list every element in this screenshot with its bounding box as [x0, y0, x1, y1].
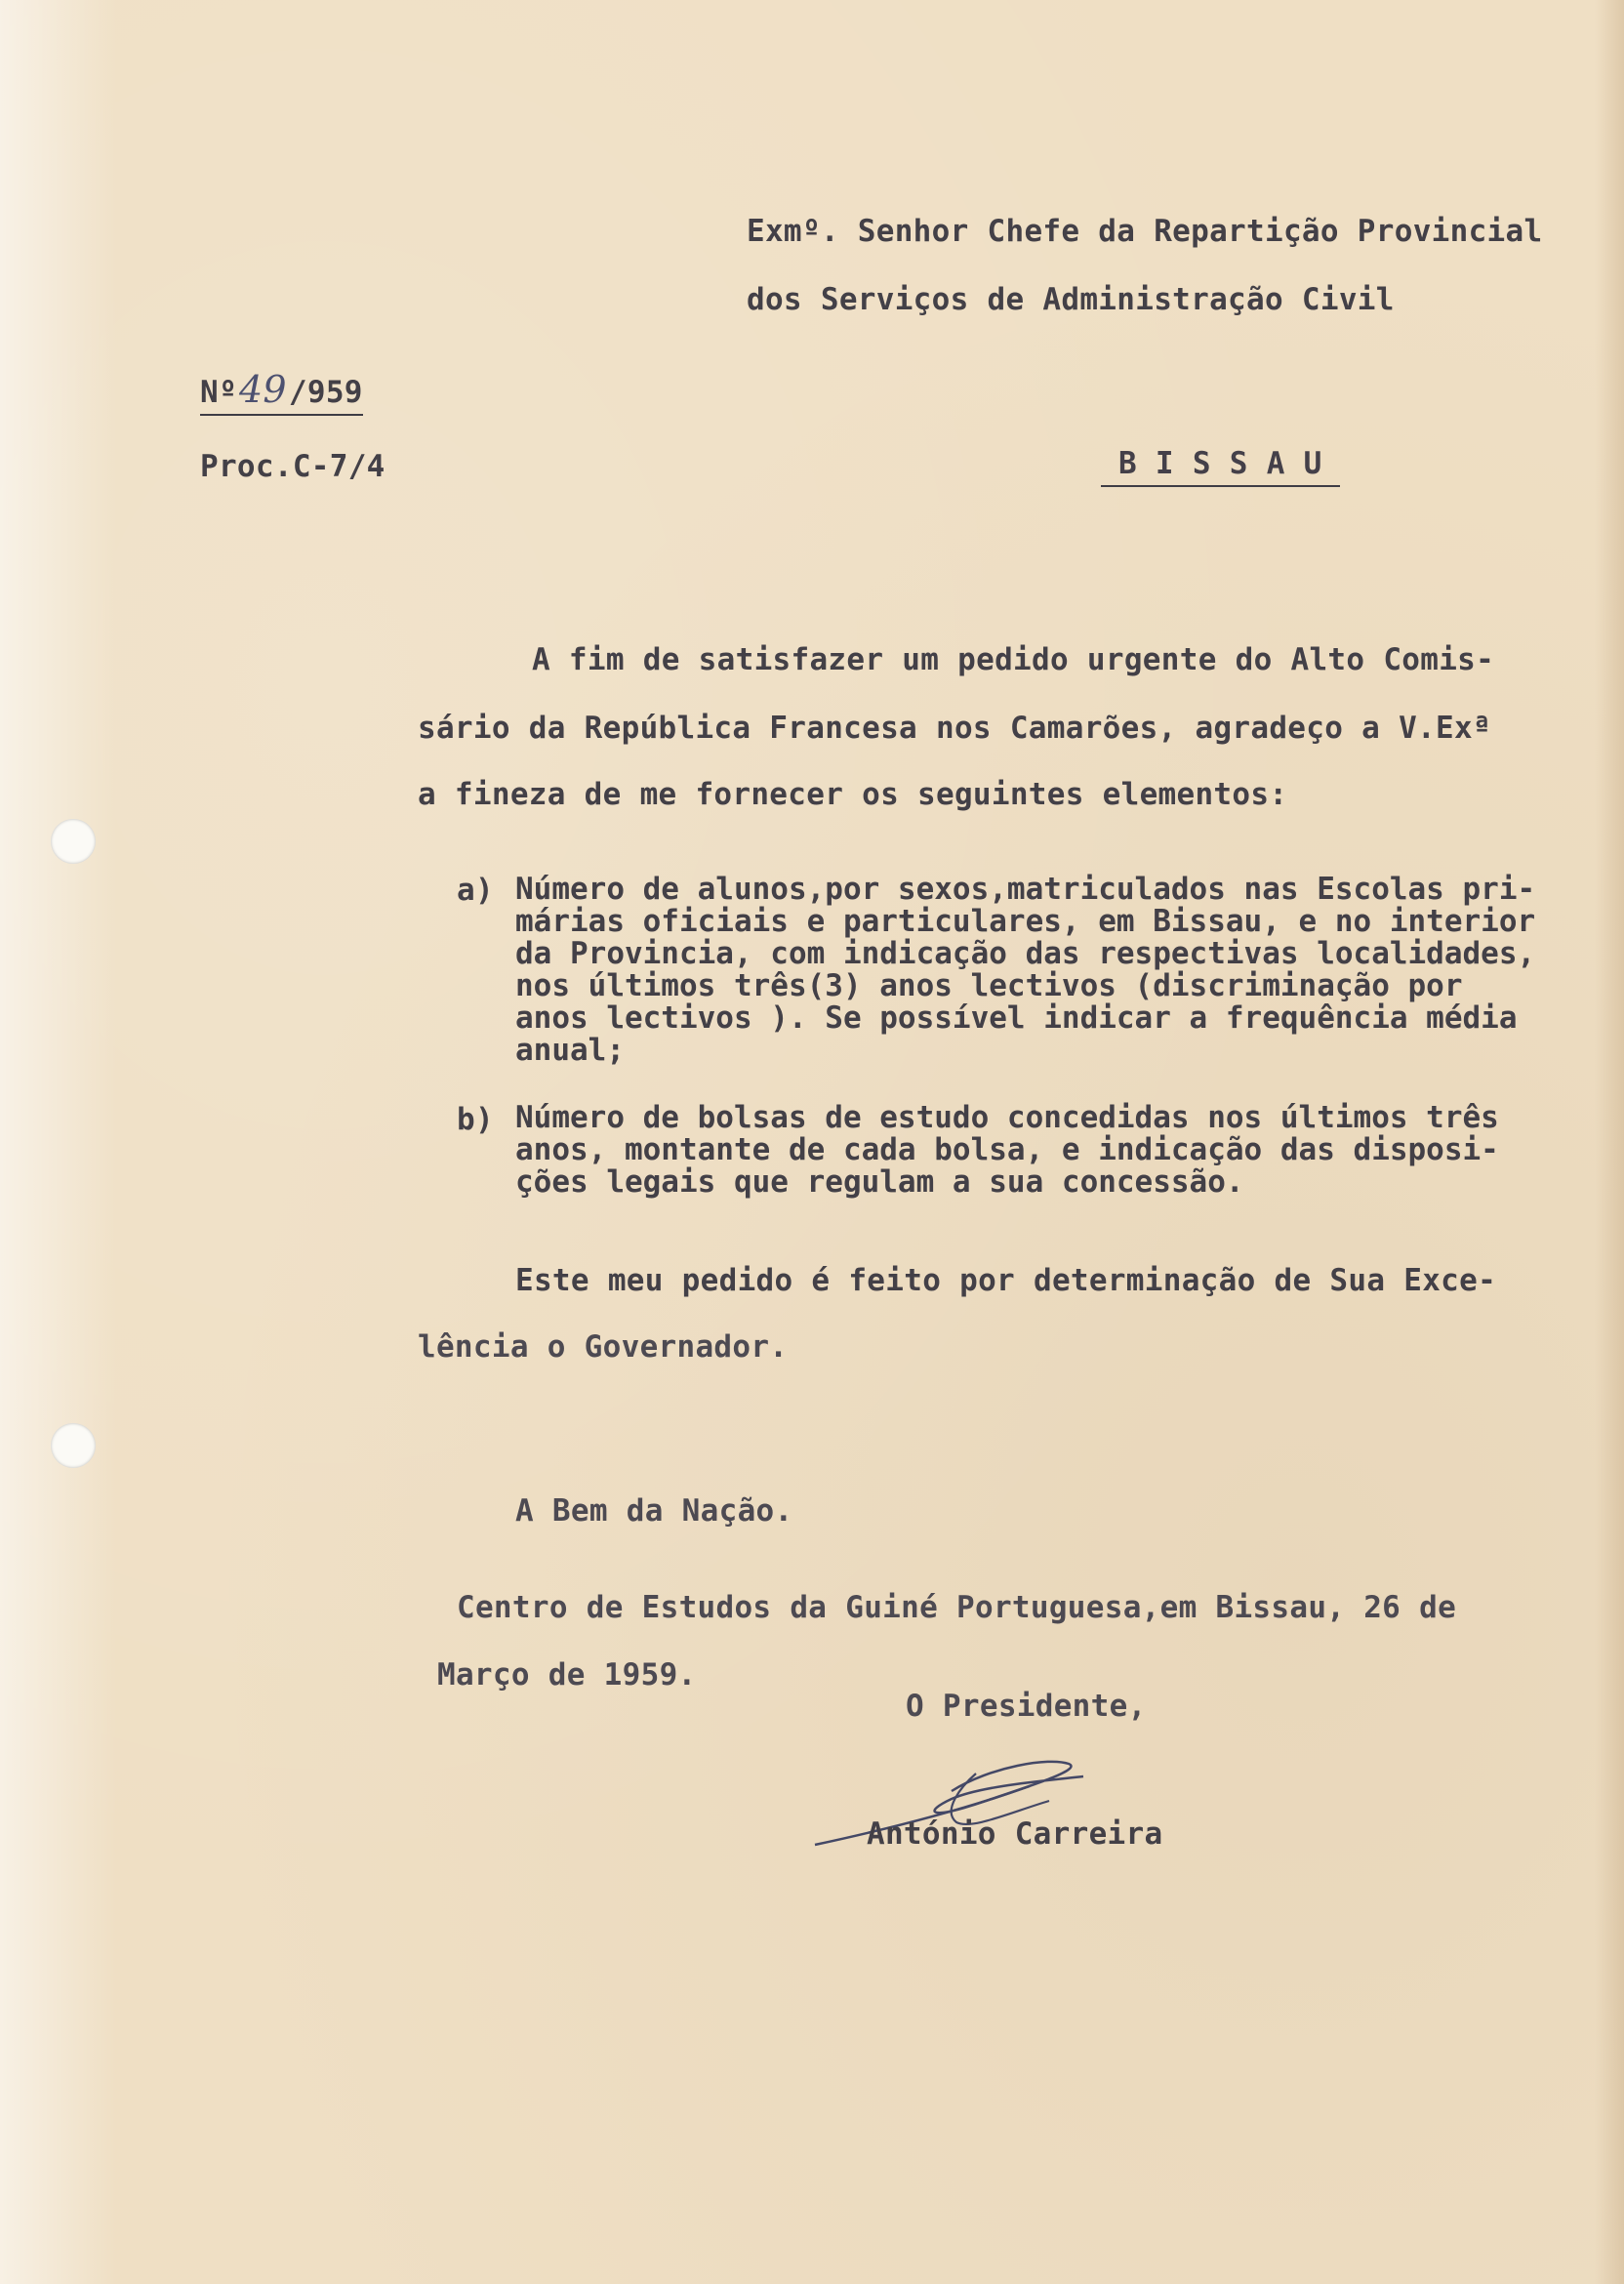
- item-a-marker: a): [457, 873, 494, 908]
- item-a-line: márias oficiais e particulares, em Bissau, e no interior: [515, 904, 1536, 939]
- place-date-line-2: Março de 1959.: [437, 1657, 697, 1693]
- intro-line-3: a fineza de me fornecer os seguintes elementos:: [418, 777, 1288, 812]
- item-a-line: anos lectivos ). Se possível indicar a frequência média: [515, 1000, 1518, 1036]
- item-b-marker: b): [457, 1102, 494, 1137]
- reference-number-suffix: /959: [288, 375, 363, 410]
- paper-edge-shading-right: [1595, 0, 1624, 2284]
- intro-line-1: A fim de satisfazer um pedido urgente do Alto Comis-: [532, 642, 1495, 677]
- salutation: A Bem da Nação.: [515, 1493, 793, 1529]
- item-a-line: anual;: [515, 1033, 625, 1068]
- intro-line-2: sário da República Francesa nos Camarões, agradeço a V.Exª: [418, 711, 1491, 746]
- addressee-city-text: B I S S A U: [1101, 446, 1340, 487]
- addressee-line-2: dos Serviços de Administração Civil: [747, 282, 1395, 317]
- signature-title: O Presidente,: [906, 1689, 1147, 1724]
- place-date-line-1: Centro de Estudos da Guiné Portuguesa,em Bissau, 26 de: [457, 1590, 1457, 1625]
- item-a-line: da Provincia, com indicação das respectivas localidades,: [515, 936, 1536, 971]
- addressee-line-1: Exmº. Senhor Chefe da Repartição Provincial: [747, 214, 1543, 249]
- closing-line-1: Este meu pedido é feito por determinação de Sua Exce-: [515, 1263, 1497, 1298]
- item-b-line: Número de bolsas de estudo concedidas nos últimos três: [515, 1100, 1499, 1135]
- punch-hole-bottom: [51, 1423, 96, 1468]
- reference-number: [200, 368, 363, 411]
- item-b-line: ções legais que regulam a sua concessão.: [515, 1164, 1244, 1200]
- reference-number-underlined: [200, 368, 363, 416]
- process-reference: Proc.C-7/4: [200, 449, 386, 484]
- punch-hole-top: [51, 819, 96, 864]
- item-b-line: anos, montante de cada bolsa, e indicação das disposi-: [515, 1132, 1499, 1167]
- reference-number-prefix: Nº: [200, 375, 237, 410]
- reference-number-handwritten: 49: [238, 368, 287, 411]
- item-a-line: nos últimos três(3) anos lectivos (discriminação por: [515, 968, 1463, 1003]
- closing-line-2: lência o Governador.: [418, 1329, 789, 1365]
- signatory-name: António Carreira: [867, 1816, 1163, 1852]
- item-a-line: Número de alunos,por sexos,matriculados nas Escolas pri-: [515, 872, 1536, 907]
- item-b-text: [515, 1102, 1499, 1199]
- item-a-text: [515, 874, 1535, 1067]
- paper-edge-shading: [0, 0, 117, 2284]
- addressee-city: [1101, 446, 1340, 481]
